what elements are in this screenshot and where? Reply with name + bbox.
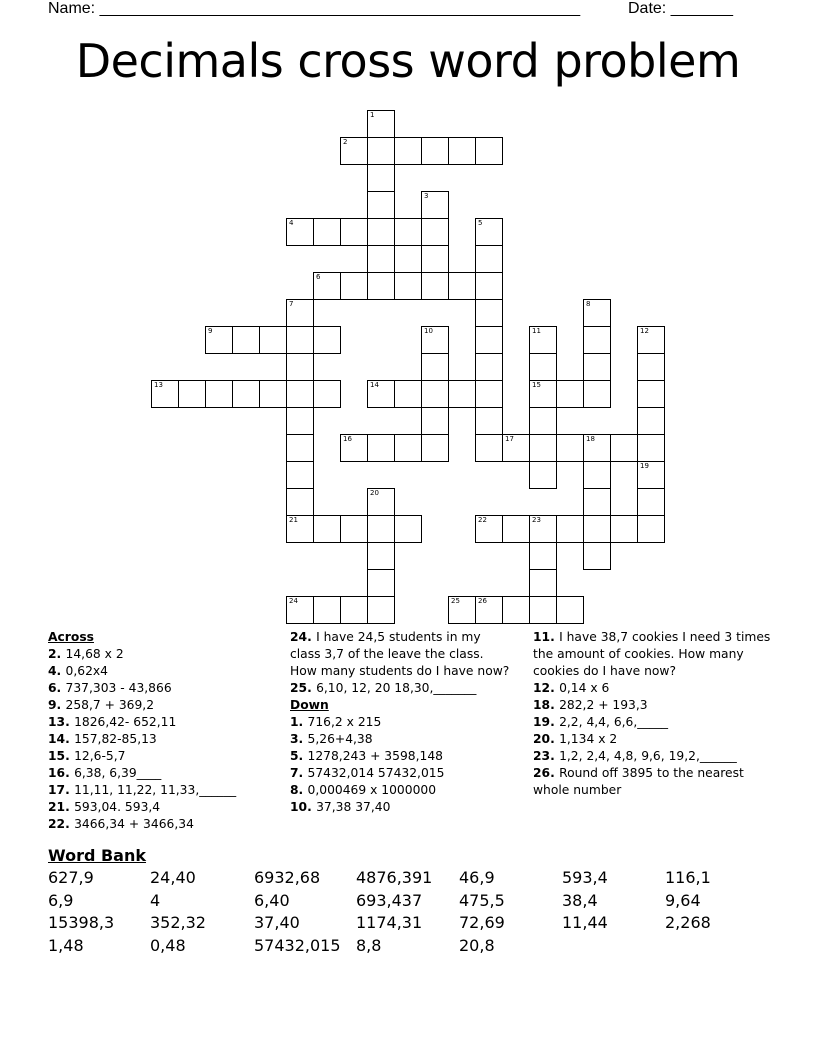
crossword-cell[interactable] xyxy=(340,137,368,165)
word-bank-item: 37,40 xyxy=(254,913,300,932)
clue-number-label: 19. xyxy=(533,715,560,729)
clue-item xyxy=(533,714,773,731)
clue-number: 8 xyxy=(586,300,591,308)
crossword-cell[interactable] xyxy=(340,218,368,246)
clue-text: 1,134 x 2 xyxy=(559,732,618,746)
crossword-cell[interactable] xyxy=(529,596,557,624)
crossword-cell[interactable] xyxy=(286,407,314,435)
crossword-cell[interactable] xyxy=(556,515,584,543)
clue-number-label: 21. xyxy=(48,800,75,814)
clue-item xyxy=(290,782,510,799)
crossword-cell[interactable] xyxy=(448,137,476,165)
crossword-cell[interactable] xyxy=(637,461,665,489)
crossword-cell[interactable] xyxy=(313,218,341,246)
crossword-cell[interactable] xyxy=(394,434,422,462)
clue-number-label: 1. xyxy=(290,715,308,729)
clue-text: 37,38 37,40 xyxy=(316,800,391,814)
clue-number-label: 11. xyxy=(533,630,560,644)
name-line[interactable]: ______________________________________________________ xyxy=(99,0,581,17)
clue-text: 0,14 x 6 xyxy=(559,681,610,695)
crossword-cell[interactable] xyxy=(475,353,503,381)
clue-number-label: 9. xyxy=(48,698,66,712)
clue-text: 14,68 x 2 xyxy=(65,647,124,661)
clue-number: 17 xyxy=(505,435,514,443)
clue-number-label: 6. xyxy=(48,681,66,695)
clue-item xyxy=(533,765,773,799)
word-bank-item: 352,32 xyxy=(150,913,206,932)
crossword-cell[interactable] xyxy=(367,596,395,624)
crossword-cell[interactable] xyxy=(637,407,665,435)
clue-number: 14 xyxy=(370,381,379,389)
clue-number-label: 8. xyxy=(290,783,308,797)
clue-item xyxy=(48,748,278,765)
crossword-cell[interactable] xyxy=(529,353,557,381)
crossword-cell[interactable] xyxy=(637,380,665,408)
word-bank-item: 57432,015 xyxy=(254,935,341,955)
crossword-cell[interactable] xyxy=(583,380,611,408)
crossword-cell[interactable] xyxy=(529,461,557,489)
clue-number: 3 xyxy=(424,192,429,200)
crossword-cell[interactable] xyxy=(205,380,233,408)
crossword-cell[interactable] xyxy=(637,326,665,354)
crossword-cell[interactable] xyxy=(448,596,476,624)
word-bank-item: 15398,3 xyxy=(48,913,115,932)
crossword-cell[interactable] xyxy=(583,542,611,570)
crossword-cell[interactable] xyxy=(583,515,611,543)
clue-item xyxy=(48,714,278,731)
crossword-cell[interactable] xyxy=(583,461,611,489)
clue-item xyxy=(48,697,278,714)
clue-item xyxy=(290,629,510,680)
clue-text: 11,11, 11,22, 11,33,______ xyxy=(74,783,237,797)
clue-text: 12,6-5,7 xyxy=(74,749,126,763)
crossword-cell[interactable] xyxy=(286,218,314,246)
clue-heading: Down xyxy=(290,698,329,712)
clue-text: 716,2 x 215 xyxy=(307,715,382,729)
crossword-cell[interactable] xyxy=(448,380,476,408)
crossword-cell[interactable] xyxy=(556,596,584,624)
clue-item xyxy=(290,714,510,731)
crossword-cell[interactable] xyxy=(286,434,314,462)
crossword-cell[interactable] xyxy=(313,380,341,408)
clue-item xyxy=(290,748,510,765)
clue-number: 21 xyxy=(289,516,298,524)
clue-text: 258,7 + 369,2 xyxy=(65,698,155,712)
clue-item xyxy=(533,697,773,714)
clue-text: 0,000469 x 1000000 xyxy=(307,783,437,797)
crossword-cell[interactable] xyxy=(340,272,368,300)
clue-item xyxy=(48,816,278,833)
crossword-cell[interactable] xyxy=(556,380,584,408)
crossword-cell[interactable] xyxy=(529,326,557,354)
clue-number: 2 xyxy=(343,138,348,146)
clue-text: 0,62x4 xyxy=(65,664,108,678)
clues-column-3 xyxy=(533,629,773,799)
crossword-cell[interactable] xyxy=(421,326,449,354)
crossword-cell[interactable] xyxy=(367,569,395,597)
crossword-cell[interactable] xyxy=(475,407,503,435)
clue-number: 19 xyxy=(640,462,649,470)
clue-number: 4 xyxy=(289,219,294,227)
crossword-cell[interactable] xyxy=(151,380,179,408)
clue-item xyxy=(290,731,510,748)
clue-number: 5 xyxy=(478,219,483,227)
clue-number-label: 23. xyxy=(533,749,560,763)
crossword-cell[interactable] xyxy=(637,488,665,516)
word-bank-item: 8,8 xyxy=(356,935,382,955)
clue-number-label: 5. xyxy=(290,749,308,763)
clue-item xyxy=(48,799,278,816)
clue-number-label: 16. xyxy=(48,766,75,780)
crossword-cell[interactable] xyxy=(313,272,341,300)
crossword-cell[interactable] xyxy=(286,353,314,381)
crossword-cell[interactable] xyxy=(421,380,449,408)
word-bank-item: 475,5 xyxy=(459,890,505,910)
crossword-cell[interactable] xyxy=(286,515,314,543)
crossword-cell[interactable] xyxy=(394,272,422,300)
crossword-cell[interactable] xyxy=(340,434,368,462)
crossword-cell[interactable] xyxy=(475,272,503,300)
clue-number-label: 4. xyxy=(48,664,66,678)
clue-text: Round off 3895 to the nearest whole number xyxy=(533,766,744,797)
crossword-cell[interactable] xyxy=(421,272,449,300)
crossword-cell[interactable] xyxy=(367,272,395,300)
crossword-cell[interactable] xyxy=(583,353,611,381)
clue-text: 6,10, 12, 20 18,30,_______ xyxy=(316,681,477,695)
crossword-cell[interactable] xyxy=(232,380,260,408)
crossword-cell[interactable] xyxy=(475,515,503,543)
clue-item xyxy=(48,646,278,663)
clue-number-label: 26. xyxy=(533,766,560,780)
crossword-cell[interactable] xyxy=(475,218,503,246)
clue-number: 26 xyxy=(478,597,487,605)
crossword-cell[interactable] xyxy=(394,218,422,246)
word-bank-item: 116,1 xyxy=(665,868,711,887)
clue-number-label: 10. xyxy=(290,800,317,814)
word-bank-item: 6,9 xyxy=(48,890,74,910)
word-bank-item: 9,64 xyxy=(665,890,701,910)
crossword-cell[interactable] xyxy=(610,515,638,543)
clue-item xyxy=(533,680,773,697)
crossword-cell[interactable] xyxy=(637,515,665,543)
word-bank-item: 1,48 xyxy=(48,935,84,955)
crossword-cell[interactable] xyxy=(232,326,260,354)
clue-number-label: 15. xyxy=(48,749,75,763)
crossword-cell[interactable] xyxy=(313,515,341,543)
clue-text: 282,2 + 193,3 xyxy=(559,698,648,712)
clue-number: 22 xyxy=(478,516,487,524)
clue-number: 6 xyxy=(316,273,321,281)
crossword-cell[interactable] xyxy=(286,596,314,624)
crossword-cell[interactable] xyxy=(286,461,314,489)
clue-number: 7 xyxy=(289,300,294,308)
crossword-cell[interactable] xyxy=(583,488,611,516)
crossword-cell[interactable] xyxy=(475,596,503,624)
crossword-cell[interactable] xyxy=(556,434,584,462)
crossword-cell[interactable] xyxy=(313,596,341,624)
word-bank-title: Word Bank xyxy=(48,846,147,865)
clue-text: 5,26+4,38 xyxy=(307,732,373,746)
crossword-cell[interactable] xyxy=(394,515,422,543)
crossword-cell[interactable] xyxy=(340,596,368,624)
clue-number-label: 13. xyxy=(48,715,75,729)
word-bank-item: 4 xyxy=(150,890,161,910)
word-bank-item: 6932,68 xyxy=(254,868,321,887)
crossword-cell[interactable] xyxy=(529,542,557,570)
clue-number: 9 xyxy=(208,327,213,335)
clue-number: 10 xyxy=(424,327,433,335)
crossword-cell[interactable] xyxy=(367,110,395,138)
crossword-cell[interactable] xyxy=(502,434,530,462)
clue-number: 25 xyxy=(451,597,460,605)
word-bank-item: 693,437 xyxy=(356,890,423,910)
clue-number: 15 xyxy=(532,381,541,389)
crossword-cell[interactable] xyxy=(286,488,314,516)
clue-text: I have 38,7 cookies I need 3 times the amount of cookies. How many cookies do I have now? xyxy=(533,630,771,678)
crossword-cell[interactable] xyxy=(367,488,395,516)
word-bank-item: 46,9 xyxy=(459,868,495,887)
crossword-cell[interactable] xyxy=(637,353,665,381)
crossword-cell[interactable] xyxy=(529,434,557,462)
clue-item xyxy=(533,748,773,765)
crossword-cell[interactable] xyxy=(259,380,287,408)
crossword-cell[interactable] xyxy=(529,407,557,435)
crossword-cell[interactable] xyxy=(475,434,503,462)
clue-number-label: 20. xyxy=(533,732,560,746)
word-bank-item: 593,4 xyxy=(562,868,608,887)
clue-number-label: 18. xyxy=(533,698,560,712)
clue-number-label: 12. xyxy=(533,681,560,695)
clue-number-label: 2. xyxy=(48,647,66,661)
clue-number: 12 xyxy=(640,327,649,335)
word-bank-item: 4876,391 xyxy=(356,868,433,887)
crossword-cell[interactable] xyxy=(475,380,503,408)
crossword-cell[interactable] xyxy=(205,326,233,354)
crossword-cell[interactable] xyxy=(394,137,422,165)
clue-item xyxy=(48,680,278,697)
clue-item xyxy=(48,663,278,680)
clue-text: I have 24,5 students in my class 3,7 of the leave the class. How many students do I have now? xyxy=(290,630,510,678)
crossword-cell[interactable] xyxy=(421,434,449,462)
crossword-cell[interactable] xyxy=(367,245,395,273)
crossword-cell[interactable] xyxy=(502,596,530,624)
crossword-cell[interactable] xyxy=(421,191,449,219)
clue-number: 20 xyxy=(370,489,379,497)
clues-column-1 xyxy=(48,629,278,833)
clue-number: 24 xyxy=(289,597,298,605)
crossword-cell[interactable] xyxy=(529,515,557,543)
crossword-cell[interactable] xyxy=(367,218,395,246)
clue-text: 157,82-85,13 xyxy=(74,732,157,746)
crossword-cell[interactable] xyxy=(502,515,530,543)
crossword-cell[interactable] xyxy=(583,326,611,354)
crossword-cell[interactable] xyxy=(178,380,206,408)
clue-number-label: 14. xyxy=(48,732,75,746)
crossword-cell[interactable] xyxy=(340,515,368,543)
crossword-cell[interactable] xyxy=(286,380,314,408)
clue-number-label: 7. xyxy=(290,766,308,780)
crossword-cell[interactable] xyxy=(367,137,395,165)
clue-item xyxy=(533,731,773,748)
clue-text: 1278,243 + 3598,148 xyxy=(307,749,443,763)
crossword-cell[interactable] xyxy=(367,191,395,219)
word-bank-item: 20,8 xyxy=(459,935,495,955)
crossword-cell[interactable] xyxy=(367,434,395,462)
clue-item xyxy=(48,765,278,782)
crossword-cell[interactable] xyxy=(286,299,314,327)
crossword-cell[interactable] xyxy=(421,407,449,435)
clue-number: 11 xyxy=(532,327,541,335)
crossword-cell[interactable] xyxy=(313,326,341,354)
crossword-cell[interactable] xyxy=(583,299,611,327)
word-bank-item: 0,48 xyxy=(150,935,186,955)
clue-number-label: 17. xyxy=(48,783,75,797)
clue-number: 23 xyxy=(532,516,541,524)
clue-number-label: 3. xyxy=(290,732,308,746)
clue-text: 593,04. 593,4 xyxy=(74,800,161,814)
clue-item xyxy=(290,799,510,816)
crossword-cell[interactable] xyxy=(367,380,395,408)
clue-text: 3466,34 + 3466,34 xyxy=(74,817,194,831)
word-bank-item: 2,268 xyxy=(665,913,711,932)
clue-text: 6,38, 6,39____ xyxy=(74,766,162,780)
clue-text: 1,2, 2,4, 4,8, 9,6, 19,2,______ xyxy=(559,749,737,763)
crossword-cell[interactable] xyxy=(421,353,449,381)
crossword-cell[interactable] xyxy=(475,326,503,354)
name-label: Name: ______________________________________________________ xyxy=(48,0,581,17)
clue-text: 57432,014 57432,015 xyxy=(307,766,445,780)
clue-item xyxy=(48,731,278,748)
clue-number: 18 xyxy=(586,435,595,443)
crossword-cell[interactable] xyxy=(475,137,503,165)
clue-text: 737,303 - 43,866 xyxy=(65,681,172,695)
date-label: Date: _______ xyxy=(628,0,733,17)
clue-item xyxy=(533,629,773,680)
crossword-cell[interactable] xyxy=(475,299,503,327)
clue-number-label: 24. xyxy=(290,630,317,644)
clue-number: 16 xyxy=(343,435,352,443)
crossword-cell[interactable] xyxy=(637,434,665,462)
crossword-cell[interactable] xyxy=(367,515,395,543)
crossword-cell[interactable] xyxy=(610,434,638,462)
page-title: Decimals cross word problem xyxy=(75,34,741,88)
clue-item xyxy=(290,765,510,782)
word-bank-item: 11,44 xyxy=(562,913,608,932)
crossword-cell[interactable] xyxy=(583,434,611,462)
crossword-cell[interactable] xyxy=(529,569,557,597)
crossword-cell[interactable] xyxy=(259,326,287,354)
crossword-cell[interactable] xyxy=(421,137,449,165)
word-bank-item: 72,69 xyxy=(459,913,505,932)
word-bank-item: 1174,31 xyxy=(356,913,423,932)
clue-number: 1 xyxy=(370,111,375,119)
crossword-cell[interactable] xyxy=(394,380,422,408)
crossword-cell[interactable] xyxy=(367,164,395,192)
crossword-cell[interactable] xyxy=(475,245,503,273)
clue-text: 1826,42- 652,11 xyxy=(74,715,177,729)
clues-column-2 xyxy=(290,629,510,816)
word-bank-item: 38,4 xyxy=(562,890,598,910)
clue-number-label: 22. xyxy=(48,817,75,831)
word-bank-item: 627,9 xyxy=(48,868,94,887)
date-line[interactable]: _______ xyxy=(670,0,733,17)
clue-number: 13 xyxy=(154,381,163,389)
word-bank-item: 24,40 xyxy=(150,868,196,887)
clue-heading: Across xyxy=(48,630,94,644)
crossword-cell[interactable] xyxy=(421,218,449,246)
clue-text: 2,2, 4,4, 6,6,_____ xyxy=(559,715,669,729)
crossword-cell[interactable] xyxy=(286,326,314,354)
crossword-cell[interactable] xyxy=(529,380,557,408)
crossword-cell[interactable] xyxy=(421,245,449,273)
crossword-cell[interactable] xyxy=(367,542,395,570)
clue-item xyxy=(48,782,278,799)
word-bank-item: 6,40 xyxy=(254,890,290,910)
clue-number-label: 25. xyxy=(290,681,317,695)
clue-item xyxy=(290,680,510,697)
crossword-cell[interactable] xyxy=(448,272,476,300)
